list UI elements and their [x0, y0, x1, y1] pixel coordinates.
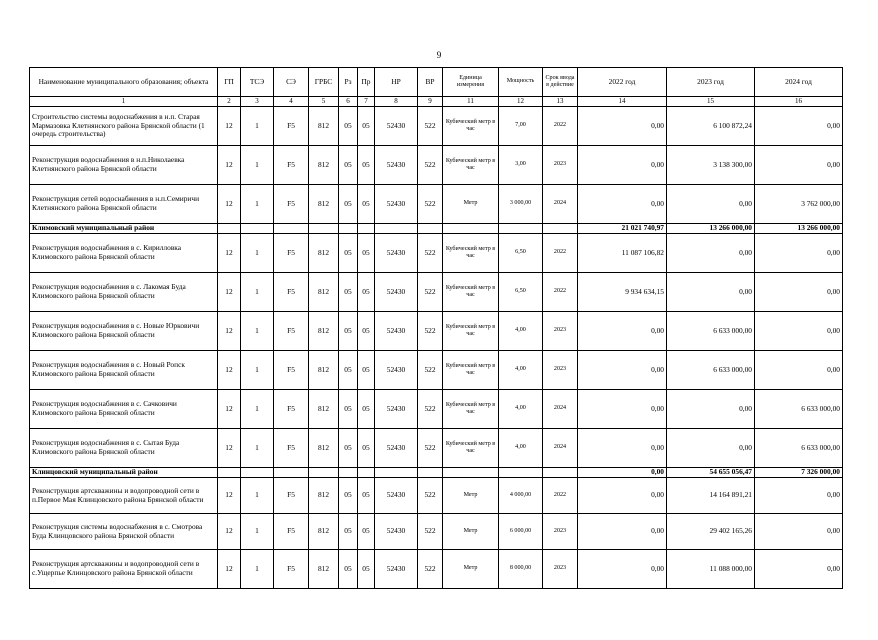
column-number: 15	[667, 97, 755, 107]
header-rz: Рз	[339, 68, 358, 97]
cell-gp: 12	[218, 312, 241, 351]
budget-table	[29, 67, 843, 589]
column-number: 1	[30, 97, 218, 107]
cell-se: F5	[274, 478, 309, 514]
cell-nr: 52430	[375, 107, 418, 146]
cell-pr: 05	[358, 312, 375, 351]
cell-power: 6 000,00	[499, 514, 543, 550]
column-number: 7	[358, 97, 375, 107]
column-number-row	[30, 97, 843, 107]
object-name: Реконструкция водоснабжения в н.п.Николаевка Клетнянского района Брянской области	[30, 146, 218, 185]
cell-grbs: 812	[309, 478, 339, 514]
cell-term: 2024	[543, 185, 578, 224]
table-row	[30, 312, 843, 351]
cell-unit: Кубический метр в час	[443, 390, 499, 429]
cell-2024: 3 762 000,00	[755, 185, 843, 224]
cell-grbs: 812	[309, 429, 339, 468]
column-number: 6	[339, 97, 358, 107]
cell-rz: 05	[339, 429, 358, 468]
cell-power: 3,00	[499, 146, 543, 185]
cell-term: 2022	[543, 478, 578, 514]
cell-vr: 522	[418, 185, 443, 224]
header-nr: НР	[375, 68, 418, 97]
cell-nr: 52430	[375, 550, 418, 589]
empty-cell	[339, 468, 358, 478]
cell-nr: 52430	[375, 312, 418, 351]
cell-2024: 6 633 000,00	[755, 429, 843, 468]
empty-cell	[218, 468, 241, 478]
cell-2024: 0,00	[755, 550, 843, 589]
cell-unit: Кубический метр в час	[443, 107, 499, 146]
object-name: Реконструкция водоснабжения в с. Новый Ропск Климовского района Брянской области	[30, 351, 218, 390]
cell-tse: 1	[241, 185, 274, 224]
column-number: 12	[499, 97, 543, 107]
empty-cell	[543, 224, 578, 234]
cell-nr: 52430	[375, 273, 418, 312]
cell-2024: 0,00	[755, 478, 843, 514]
cell-2023: 6 100 872,24	[667, 107, 755, 146]
cell-rz: 05	[339, 234, 358, 273]
cell-grbs: 812	[309, 107, 339, 146]
cell-unit: Кубический метр в час	[443, 146, 499, 185]
cell-pr: 05	[358, 550, 375, 589]
empty-cell	[358, 468, 375, 478]
district-total-2024: 13 266 000,00	[755, 224, 843, 234]
empty-cell	[309, 468, 339, 478]
cell-power: 8 000,00	[499, 550, 543, 589]
cell-rz: 05	[339, 478, 358, 514]
cell-vr: 522	[418, 478, 443, 514]
cell-grbs: 812	[309, 514, 339, 550]
cell-gp: 12	[218, 185, 241, 224]
header-se: СЭ	[274, 68, 309, 97]
object-name: Строительство системы водоснабжения в н.п. Старая Мармазовка Клетнянского района Брянской области (1 очередь строительства)	[30, 107, 218, 146]
cell-se: F5	[274, 185, 309, 224]
cell-term: 2023	[543, 550, 578, 589]
cell-vr: 522	[418, 550, 443, 589]
cell-power: 4,00	[499, 390, 543, 429]
cell-2023: 11 088 000,00	[667, 550, 755, 589]
cell-2022: 9 934 634,15	[578, 273, 667, 312]
cell-se: F5	[274, 273, 309, 312]
district-row	[30, 468, 843, 478]
cell-se: F5	[274, 107, 309, 146]
cell-nr: 52430	[375, 146, 418, 185]
cell-2024: 0,00	[755, 273, 843, 312]
cell-unit: Кубический метр в час	[443, 351, 499, 390]
cell-gp: 12	[218, 550, 241, 589]
cell-rz: 05	[339, 514, 358, 550]
cell-pr: 05	[358, 273, 375, 312]
header-term: Срок ввода в действие	[543, 68, 578, 97]
table-row	[30, 478, 843, 514]
cell-rz: 05	[339, 146, 358, 185]
cell-term: 2024	[543, 429, 578, 468]
cell-term: 2023	[543, 514, 578, 550]
cell-2024: 0,00	[755, 107, 843, 146]
cell-term: 2024	[543, 390, 578, 429]
cell-vr: 522	[418, 312, 443, 351]
district-total-2024: 7 326 000,00	[755, 468, 843, 478]
cell-gp: 12	[218, 234, 241, 273]
cell-2022: 0,00	[578, 146, 667, 185]
column-number: 4	[274, 97, 309, 107]
cell-term: 2023	[543, 146, 578, 185]
table-row	[30, 234, 843, 273]
empty-cell	[218, 224, 241, 234]
cell-2023: 0,00	[667, 273, 755, 312]
column-number: 11	[443, 97, 499, 107]
header-name: Наименование муниципального образования; объекта	[30, 68, 218, 97]
cell-nr: 52430	[375, 185, 418, 224]
cell-2024: 0,00	[755, 312, 843, 351]
cell-se: F5	[274, 429, 309, 468]
cell-2023: 3 138 300,00	[667, 146, 755, 185]
cell-gp: 12	[218, 478, 241, 514]
cell-term: 2023	[543, 351, 578, 390]
empty-cell	[499, 468, 543, 478]
object-name: Реконструкция системы водоснабжения в с. Смотрова Буда Клинцовского района Брянской области	[30, 514, 218, 550]
cell-2024: 6 633 000,00	[755, 390, 843, 429]
object-name: Реконструкция артскважины и водопроводной сети в с.Ущерпье Клинцовского района Брянской области	[30, 550, 218, 589]
object-name: Реконструкция водоснабжения в с. Лакомая Буда Климовского района Брянской области	[30, 273, 218, 312]
district-name: Климовский муниципальный район	[30, 224, 218, 234]
empty-cell	[241, 224, 274, 234]
cell-2022: 0,00	[578, 185, 667, 224]
cell-2022: 0,00	[578, 429, 667, 468]
table-row	[30, 107, 843, 146]
cell-term: 2022	[543, 107, 578, 146]
cell-2022: 0,00	[578, 351, 667, 390]
cell-grbs: 812	[309, 146, 339, 185]
cell-2024: 0,00	[755, 514, 843, 550]
cell-se: F5	[274, 234, 309, 273]
cell-se: F5	[274, 146, 309, 185]
empty-cell	[309, 224, 339, 234]
cell-pr: 05	[358, 478, 375, 514]
object-name: Реконструкция водоснабжения в с. Сытая Буда Климовского района Брянской области	[30, 429, 218, 468]
empty-cell	[375, 224, 418, 234]
cell-vr: 522	[418, 390, 443, 429]
cell-2023: 0,00	[667, 429, 755, 468]
cell-rz: 05	[339, 273, 358, 312]
table-row	[30, 273, 843, 312]
cell-2022: 0,00	[578, 390, 667, 429]
header-2023: 2023 год	[667, 68, 755, 97]
cell-tse: 1	[241, 550, 274, 589]
cell-2022: 11 087 106,82	[578, 234, 667, 273]
cell-gp: 12	[218, 390, 241, 429]
cell-vr: 522	[418, 351, 443, 390]
cell-vr: 522	[418, 234, 443, 273]
district-row	[30, 224, 843, 234]
cell-grbs: 812	[309, 550, 339, 589]
cell-2023: 14 164 891,21	[667, 478, 755, 514]
table-row	[30, 351, 843, 390]
cell-2022: 0,00	[578, 107, 667, 146]
cell-pr: 05	[358, 514, 375, 550]
empty-cell	[358, 224, 375, 234]
header-gp: ГП	[218, 68, 241, 97]
district-total-2022: 0,00	[578, 468, 667, 478]
cell-grbs: 812	[309, 273, 339, 312]
cell-2022: 0,00	[578, 312, 667, 351]
cell-gp: 12	[218, 146, 241, 185]
column-number: 14	[578, 97, 667, 107]
cell-vr: 522	[418, 146, 443, 185]
table-row	[30, 390, 843, 429]
column-number: 13	[543, 97, 578, 107]
cell-vr: 522	[418, 273, 443, 312]
cell-tse: 1	[241, 234, 274, 273]
header-grbs: ГРБС	[309, 68, 339, 97]
cell-term: 2023	[543, 312, 578, 351]
cell-2023: 6 633 000,00	[667, 351, 755, 390]
header-row	[30, 68, 843, 97]
cell-tse: 1	[241, 514, 274, 550]
cell-tse: 1	[241, 390, 274, 429]
cell-nr: 52430	[375, 234, 418, 273]
empty-cell	[241, 468, 274, 478]
cell-2023: 29 402 165,26	[667, 514, 755, 550]
cell-se: F5	[274, 390, 309, 429]
object-name: Реконструкция водоснабжения в с. Сачковичи Климовского района Брянской области	[30, 390, 218, 429]
cell-unit: Метр	[443, 478, 499, 514]
district-name: Клинцовский муниципальный район	[30, 468, 218, 478]
cell-unit: Кубический метр в час	[443, 273, 499, 312]
cell-grbs: 812	[309, 390, 339, 429]
cell-power: 4 000,00	[499, 478, 543, 514]
table-row	[30, 550, 843, 589]
cell-pr: 05	[358, 390, 375, 429]
cell-rz: 05	[339, 185, 358, 224]
table-row	[30, 429, 843, 468]
cell-power: 4,00	[499, 312, 543, 351]
cell-gp: 12	[218, 107, 241, 146]
cell-power: 4,00	[499, 429, 543, 468]
cell-pr: 05	[358, 146, 375, 185]
cell-tse: 1	[241, 146, 274, 185]
cell-vr: 522	[418, 429, 443, 468]
cell-tse: 1	[241, 351, 274, 390]
empty-cell	[443, 468, 499, 478]
cell-nr: 52430	[375, 390, 418, 429]
header-power: Мощность	[499, 68, 543, 97]
cell-gp: 12	[218, 351, 241, 390]
cell-power: 3 000,00	[499, 185, 543, 224]
cell-unit: Метр	[443, 550, 499, 589]
cell-2024: 0,00	[755, 234, 843, 273]
column-number: 3	[241, 97, 274, 107]
cell-pr: 05	[358, 107, 375, 146]
cell-rz: 05	[339, 312, 358, 351]
table-row	[30, 514, 843, 550]
cell-tse: 1	[241, 107, 274, 146]
empty-cell	[418, 468, 443, 478]
cell-power: 6,50	[499, 234, 543, 273]
empty-cell	[274, 224, 309, 234]
cell-grbs: 812	[309, 234, 339, 273]
header-2022: 2022 год	[578, 68, 667, 97]
cell-unit: Кубический метр в час	[443, 429, 499, 468]
district-total-2022: 21 021 740,97	[578, 224, 667, 234]
table-row	[30, 146, 843, 185]
empty-cell	[443, 224, 499, 234]
column-number: 2	[218, 97, 241, 107]
cell-2023: 0,00	[667, 234, 755, 273]
object-name: Реконструкция водоснабжения в с. Новые Юрковичи Климовского района Брянской области	[30, 312, 218, 351]
object-name: Реконструкция сетей водоснабжения в н.п.Семиричи Клетнянского района Брянской области	[30, 185, 218, 224]
cell-pr: 05	[358, 429, 375, 468]
district-total-2023: 54 655 056,47	[667, 468, 755, 478]
cell-nr: 52430	[375, 478, 418, 514]
object-name: Реконструкция артскважины и водопроводной сети в п.Первое Мая Клинцовского района Брянской области	[30, 478, 218, 514]
cell-term: 2022	[543, 273, 578, 312]
page-number: 9	[436, 50, 442, 60]
header-unit: Единица измерения	[443, 68, 499, 97]
header-tse: ТСЭ	[241, 68, 274, 97]
header-pr: Пр	[358, 68, 375, 97]
cell-tse: 1	[241, 312, 274, 351]
header-2024: 2024 год	[755, 68, 843, 97]
cell-se: F5	[274, 550, 309, 589]
cell-2022: 0,00	[578, 478, 667, 514]
cell-2024: 0,00	[755, 146, 843, 185]
cell-2023: 0,00	[667, 185, 755, 224]
cell-power: 7,00	[499, 107, 543, 146]
cell-gp: 12	[218, 514, 241, 550]
cell-rz: 05	[339, 550, 358, 589]
column-number: 8	[375, 97, 418, 107]
cell-nr: 52430	[375, 351, 418, 390]
cell-2023: 0,00	[667, 390, 755, 429]
cell-power: 6,50	[499, 273, 543, 312]
column-number: 5	[309, 97, 339, 107]
cell-se: F5	[274, 312, 309, 351]
cell-unit: Метр	[443, 185, 499, 224]
cell-grbs: 812	[309, 185, 339, 224]
cell-unit: Кубический метр в час	[443, 234, 499, 273]
cell-pr: 05	[358, 185, 375, 224]
empty-cell	[375, 468, 418, 478]
empty-cell	[339, 224, 358, 234]
cell-2023: 6 633 000,00	[667, 312, 755, 351]
cell-pr: 05	[358, 351, 375, 390]
cell-grbs: 812	[309, 351, 339, 390]
cell-grbs: 812	[309, 312, 339, 351]
cell-gp: 12	[218, 429, 241, 468]
object-name: Реконструкция водоснабжения в с. Кирилловка Климовского района Брянской области	[30, 234, 218, 273]
cell-tse: 1	[241, 273, 274, 312]
cell-rz: 05	[339, 351, 358, 390]
cell-pr: 05	[358, 234, 375, 273]
cell-rz: 05	[339, 390, 358, 429]
cell-unit: Метр	[443, 514, 499, 550]
empty-cell	[499, 224, 543, 234]
empty-cell	[543, 468, 578, 478]
cell-tse: 1	[241, 478, 274, 514]
header-vr: ВР	[418, 68, 443, 97]
column-number: 9	[418, 97, 443, 107]
district-total-2023: 13 266 000,00	[667, 224, 755, 234]
cell-vr: 522	[418, 107, 443, 146]
cell-unit: Кубический метр в час	[443, 312, 499, 351]
cell-2022: 0,00	[578, 550, 667, 589]
cell-rz: 05	[339, 107, 358, 146]
column-number: 16	[755, 97, 843, 107]
cell-se: F5	[274, 514, 309, 550]
cell-power: 4,00	[499, 351, 543, 390]
table-row	[30, 185, 843, 224]
cell-2022: 0,00	[578, 514, 667, 550]
cell-term: 2022	[543, 234, 578, 273]
cell-vr: 522	[418, 514, 443, 550]
empty-cell	[418, 224, 443, 234]
cell-tse: 1	[241, 429, 274, 468]
empty-cell	[274, 468, 309, 478]
cell-2024: 0,00	[755, 351, 843, 390]
cell-nr: 52430	[375, 514, 418, 550]
cell-nr: 52430	[375, 429, 418, 468]
cell-gp: 12	[218, 273, 241, 312]
cell-se: F5	[274, 351, 309, 390]
